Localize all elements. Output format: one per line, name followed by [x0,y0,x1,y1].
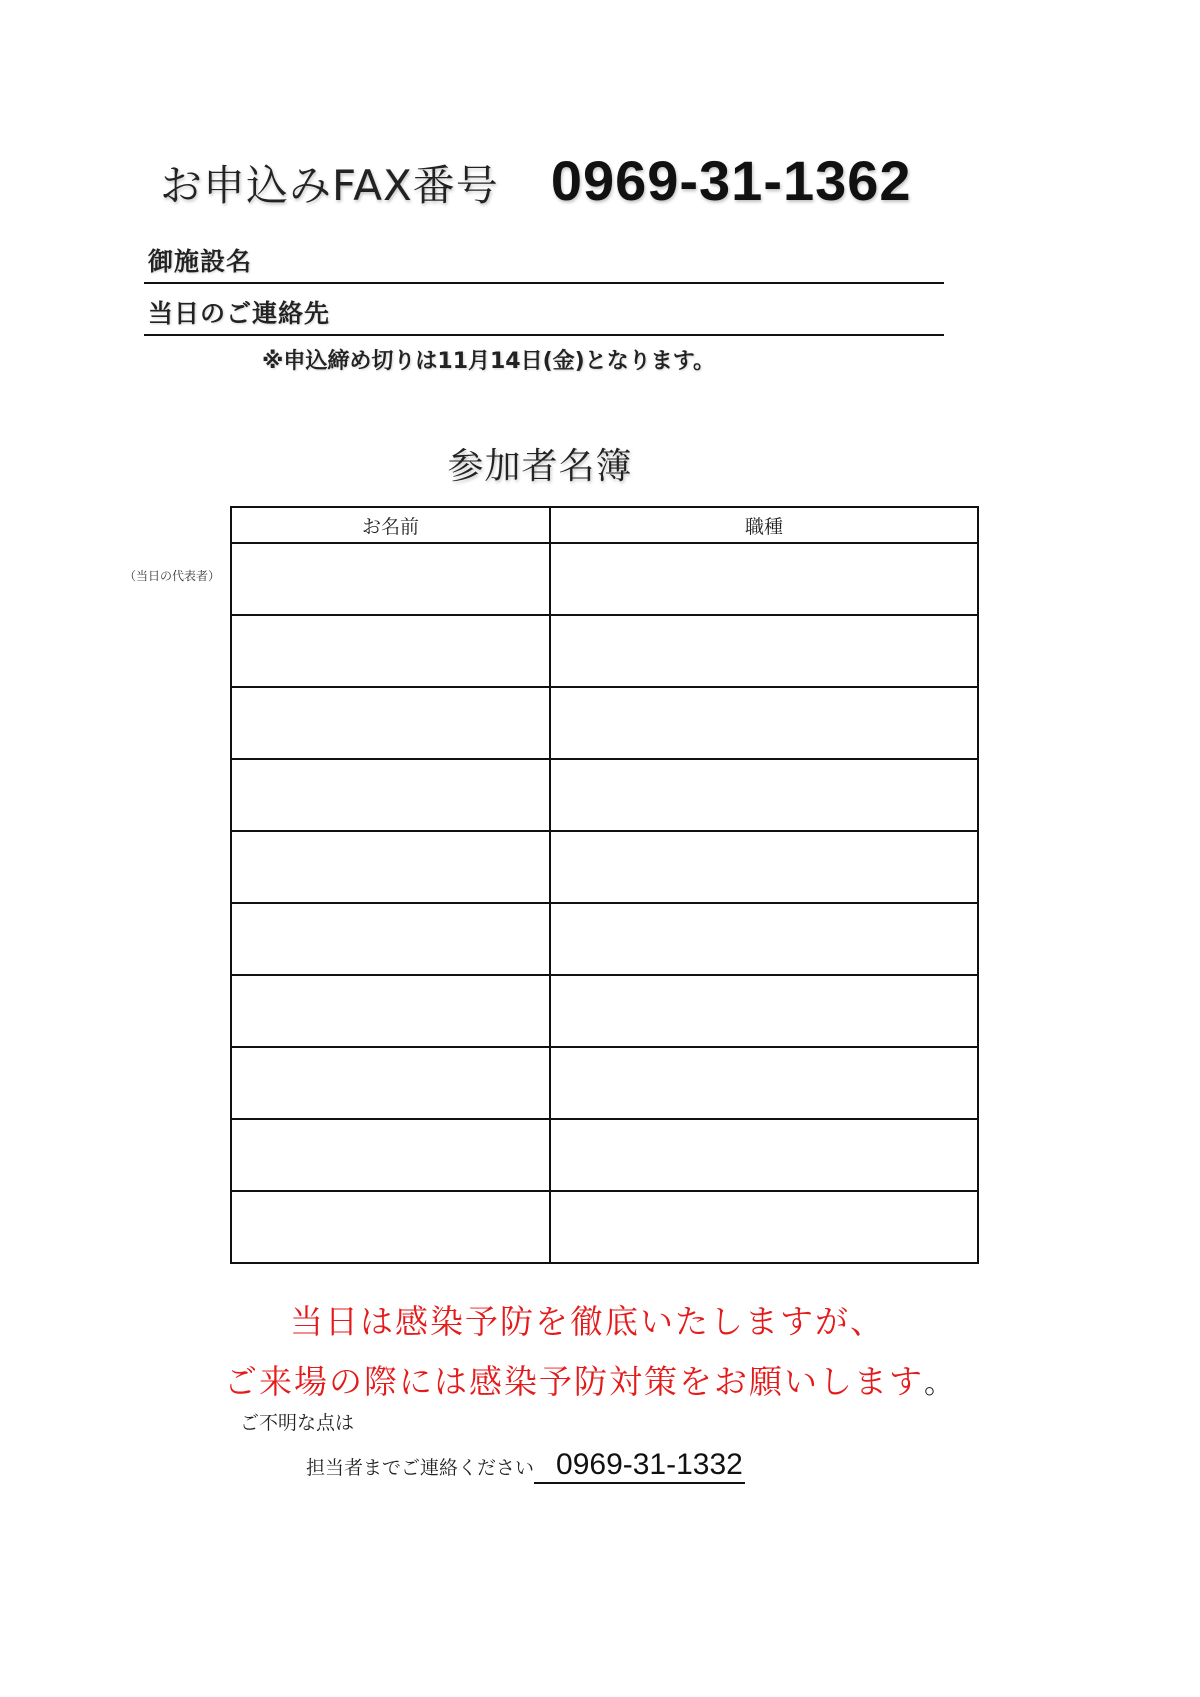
roster-row [231,1191,978,1263]
participant-occupation-cell[interactable] [550,687,978,759]
participant-name-cell[interactable] [231,687,550,759]
participant-occupation-cell[interactable] [550,759,978,831]
representative-note: （当日の代表者） [124,569,221,583]
roster-row [231,543,978,615]
roster-row [231,1047,978,1119]
fax-label: お申込みFAX番号 [160,161,499,210]
participant-occupation-cell[interactable] [550,1191,978,1263]
roster-row [231,831,978,903]
roster-title: 参加者名簿 [447,446,633,487]
column-header-occupation: 職種 [550,507,978,543]
participant-occupation-cell[interactable] [550,831,978,903]
inquiry-line-1: ご不明な点は [240,1412,355,1434]
participant-name-cell[interactable] [231,1119,550,1191]
facility-name-label: 御施設名 [148,247,253,276]
roster-row [231,759,978,831]
participant-name-cell[interactable] [231,903,550,975]
participant-name-cell[interactable] [231,759,550,831]
participant-name-cell[interactable] [231,831,550,903]
roster-row [231,975,978,1047]
roster-table [230,506,979,1264]
participant-name-cell[interactable] [231,1191,550,1263]
participant-name-cell[interactable] [231,615,550,687]
roster-row [231,615,978,687]
notice-period: 。 [924,1366,956,1401]
contact-label: 当日のご連絡先 [148,299,331,328]
notice-line-1: 当日は感染予防を徹底いたしますが、 [290,1302,885,1341]
participant-occupation-cell[interactable] [550,903,978,975]
fax-number: 0969-31-1362 [550,149,912,212]
participant-occupation-cell[interactable] [550,615,978,687]
inquiry-phone: 0969-31-1332 [534,1448,745,1484]
participant-name-cell[interactable] [231,1047,550,1119]
column-header-name: お名前 [231,507,550,543]
fax-header [160,148,980,218]
deadline-note: ※申込締め切りは11月14日(金)となります。 [262,349,715,374]
participant-name-cell[interactable] [231,975,550,1047]
facility-name-field[interactable] [144,242,944,284]
participant-name-cell[interactable] [231,543,550,615]
participant-occupation-cell[interactable] [550,1119,978,1191]
inquiry-line-2 [306,1448,745,1484]
participant-occupation-cell[interactable] [550,975,978,1047]
roster-header-row [231,507,978,543]
notice-line-2-text: ご来場の際には感染予防対策をお願いします [224,1362,924,1401]
roster-row [231,1119,978,1191]
roster-row [231,687,978,759]
roster-body [231,543,978,1263]
contact-field[interactable] [144,294,944,336]
inquiry-text: 担当者までご連絡ください [306,1457,535,1479]
participant-occupation-cell[interactable] [550,1047,978,1119]
roster-row [231,903,978,975]
participant-occupation-cell[interactable] [550,543,978,615]
notice-line-2 [224,1356,956,1403]
